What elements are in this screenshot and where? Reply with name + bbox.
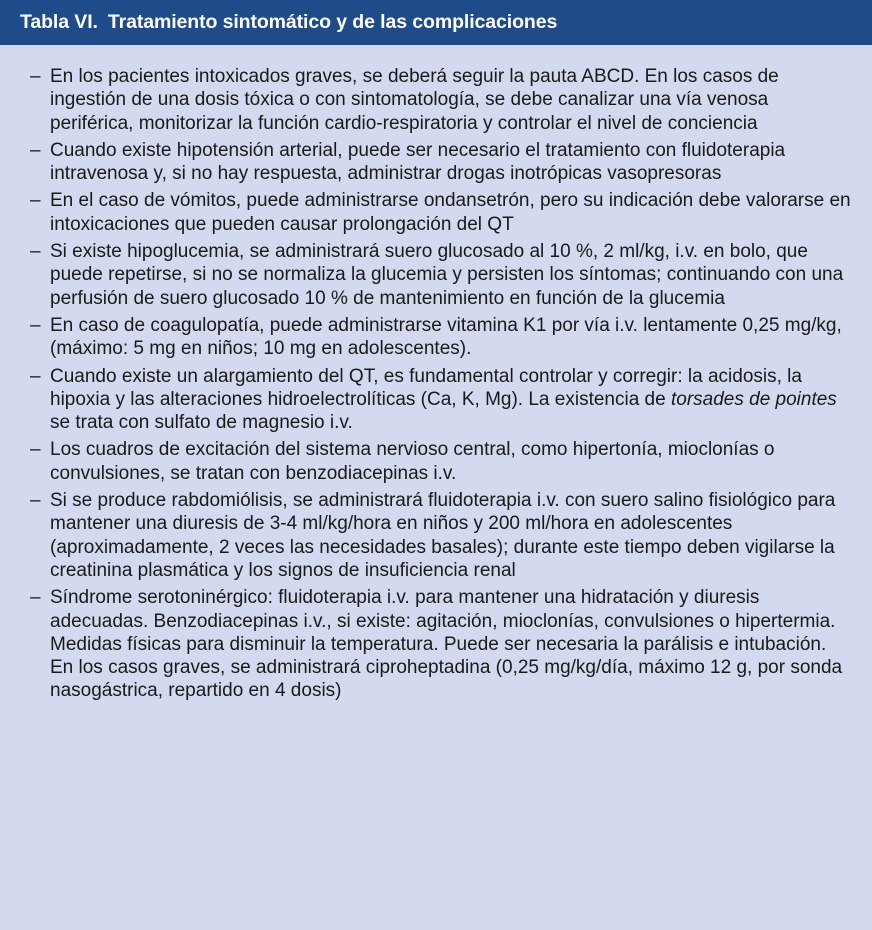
bullet-dash: – <box>30 139 41 161</box>
list-item <box>0 586 872 702</box>
table-title: Tratamiento sintomático y de las complicaciones <box>107 11 558 33</box>
item-text <box>50 366 837 434</box>
table-label: Tabla VI. <box>20 11 98 33</box>
item-text-part: se trata con sulfato de magnesio i.v. <box>50 412 353 434</box>
bullet-dash: – <box>30 314 41 336</box>
item-text-part: Cuando existe un alargamiento del QT, es fundamental controlar y corregir: la acidosis, la hipoxia y las alteraciones hidroelectrolíticas (Ca, K, Mg). La existencia de <box>50 365 802 410</box>
bullet-dash: – <box>30 241 41 263</box>
item-list <box>0 45 872 703</box>
bullet-dash: – <box>30 66 41 87</box>
bullet-dash: – <box>30 490 41 512</box>
list-item <box>0 438 872 485</box>
item-text: Los cuadros de excitación del sistema nervioso central, como hipertonía, mioclonías o convulsiones, se tratan con benzodiacepinas i.v. <box>50 439 775 484</box>
item-text: Cuando existe hipotensión arterial, puede ser necesario el tratamiento con fluidoterapia intravenosa y, si no hay respuesta, administrar drogas inotrópicas vasopresoras <box>50 139 786 185</box>
list-item <box>0 139 872 186</box>
list-item <box>0 489 872 582</box>
item-text: En los pacientes intoxicados graves, se deberá seguir la pauta ABCD. En los casos de ingestión de una dosis tóxica o con sintomatología, se debe canalizar una vía venosa periférica, monitorizar la función cardio-respiratoria y controlar el nivel de conciencia <box>50 66 779 134</box>
item-text: Síndrome serotoninérgico: fluidoterapia i.v. para mantener una hidratación y diuresis adecuadas. Benzodiacepinas i.v., si existe: agitación, mioclonías, convulsiones o hipertermia. Medidas físicas para disminuir la temperatura. Puede ser necesaria la parálisis e intubación. En los casos graves, se administrará ciproheptadina (0,25 mg/kg/día, máximo 12 g, por sonda nasogástrica, repartido en 4 dosis) <box>50 587 843 702</box>
list-item <box>0 365 872 435</box>
bullet-dash: – <box>30 587 41 609</box>
list-item <box>0 314 872 361</box>
list-item <box>0 240 872 310</box>
bullet-dash: – <box>30 365 41 387</box>
bullet-dash: – <box>30 190 41 212</box>
italic-term: torsades de pointes <box>670 388 837 410</box>
list-item <box>0 65 872 135</box>
item-text: En el caso de vómitos, puede administrarse ondansetrón, pero su indicación debe valorarse en intoxicaciones que pueden causar prolongación del QT <box>50 190 851 235</box>
item-text: En caso de coagulopatía, puede administrarse vitamina K1 por vía i.v. lentamente 0,25 mg/kg, (máximo: 5 mg en niños; 10 mg en adolescentes). <box>50 314 842 360</box>
item-text: Si existe hipoglucemia, se administrará suero glucosado al 10 %, 2 ml/kg, i.v. en bolo, que puede repetirse, si no se normaliza la glucemia y persisten los síntomas; continuando con una perfusión de suero glucosado 10 % de mantenimiento en función de la glucemia <box>50 241 844 309</box>
list-item <box>0 189 872 236</box>
bullet-dash: – <box>30 439 41 461</box>
table-header <box>0 0 872 45</box>
item-text: Si se produce rabdomiólisis, se administrará fluidoterapia i.v. con suero salino fisiológico para mantener una diuresis de 3-4 ml/kg/hora en niños y 200 ml/hora en adolescentes (aproximadamente, 2 veces las necesidades basales); durante este tiempo deben vigilarse la creatinina plasmática y los signos de insuficiencia renal <box>50 490 836 581</box>
